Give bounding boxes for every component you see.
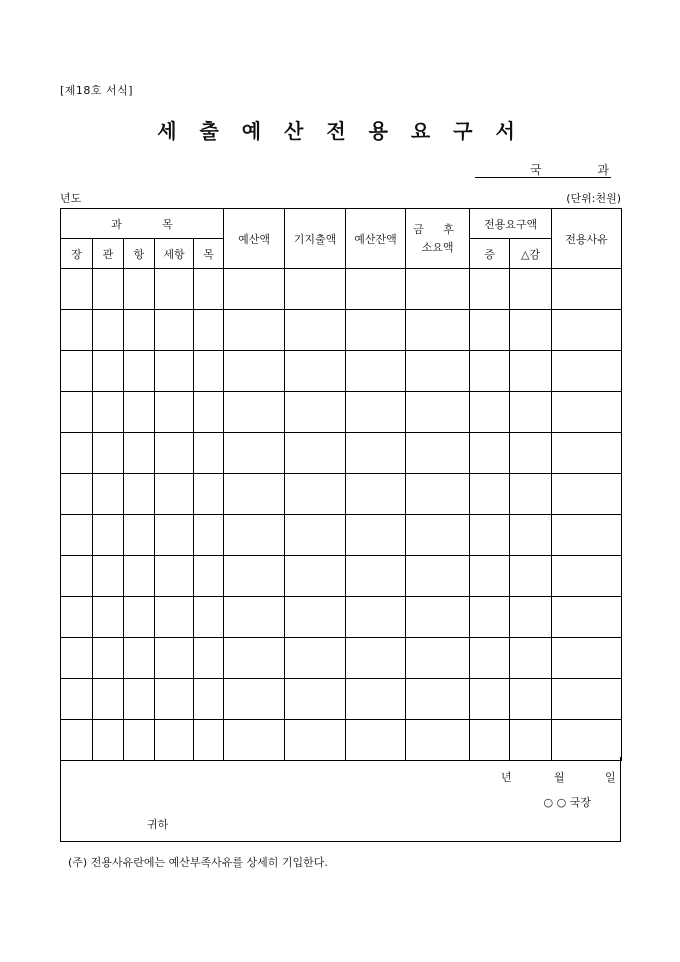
mok-cell[interactable] (194, 351, 224, 392)
required-cell[interactable] (406, 638, 470, 679)
executed-cell[interactable] (285, 433, 346, 474)
required-header-line2: 소요액 (421, 240, 454, 254)
classification-header-right: 목 (162, 217, 173, 231)
balance-cell[interactable] (346, 392, 406, 433)
gwan-cell[interactable] (93, 556, 124, 597)
fiscal-year-label: 년도 (60, 192, 82, 205)
mok-cell[interactable] (194, 392, 224, 433)
date-line (501, 769, 617, 783)
classification-header-left: 과 (111, 217, 122, 231)
table-row (61, 392, 622, 433)
reason-cell[interactable] (552, 351, 622, 392)
balance-cell[interactable] (346, 269, 406, 310)
balance-header: 예산잔액 (346, 209, 406, 269)
budget-cell[interactable] (224, 474, 285, 515)
jang-cell[interactable] (61, 474, 93, 515)
gwan-cell[interactable] (93, 351, 124, 392)
required-cell[interactable] (406, 310, 470, 351)
gwan-cell[interactable] (93, 638, 124, 679)
required-cell[interactable] (406, 597, 470, 638)
jang-cell[interactable] (61, 310, 93, 351)
required-header-line1: 금 후 (413, 222, 462, 236)
reason-cell[interactable] (552, 392, 622, 433)
gwan-cell[interactable] (93, 515, 124, 556)
increase-cell[interactable] (470, 556, 510, 597)
budget-cell[interactable] (224, 638, 285, 679)
decrease-cell[interactable] (510, 433, 552, 474)
classification-header (61, 209, 224, 239)
month-label: 월 (554, 771, 565, 784)
decrease-cell[interactable] (510, 392, 552, 433)
hang-cell[interactable] (124, 556, 155, 597)
mok-cell[interactable] (194, 720, 224, 761)
table-row (61, 556, 622, 597)
sehang-cell[interactable] (155, 597, 194, 638)
decrease-cell[interactable] (510, 556, 552, 597)
required-cell[interactable] (406, 679, 470, 720)
budget-header: 예산액 (224, 209, 285, 269)
reason-header: 전용사유 (552, 209, 622, 269)
jang-cell[interactable] (61, 679, 93, 720)
table-row (61, 474, 622, 515)
jang-cell[interactable] (61, 556, 93, 597)
gwan-header: 관 (93, 239, 124, 269)
executed-cell[interactable] (285, 474, 346, 515)
required-cell[interactable] (406, 392, 470, 433)
mok-cell[interactable] (194, 638, 224, 679)
footnote: (주) 전용사유란에는 예산부족사유를 상세히 기입한다. (68, 856, 328, 869)
reason-cell[interactable] (552, 474, 622, 515)
balance-cell[interactable] (346, 351, 406, 392)
department-line (475, 160, 611, 178)
mok-cell[interactable] (194, 310, 224, 351)
decrease-cell[interactable] (510, 474, 552, 515)
required-cell[interactable] (406, 351, 470, 392)
mok-cell[interactable] (194, 679, 224, 720)
hang-cell[interactable] (124, 351, 155, 392)
reason-cell[interactable] (552, 433, 622, 474)
executed-cell[interactable] (285, 556, 346, 597)
balance-cell[interactable] (346, 638, 406, 679)
executed-header: 기지출액 (285, 209, 346, 269)
sehang-cell[interactable] (155, 474, 194, 515)
table-row (61, 433, 622, 474)
increase-cell[interactable] (470, 515, 510, 556)
hang-cell[interactable] (124, 638, 155, 679)
increase-cell[interactable] (470, 433, 510, 474)
budget-cell[interactable] (224, 310, 285, 351)
budget-cell[interactable] (224, 597, 285, 638)
balance-cell[interactable] (346, 515, 406, 556)
mok-cell[interactable] (194, 556, 224, 597)
budget-cell[interactable] (224, 269, 285, 310)
increase-cell[interactable] (470, 720, 510, 761)
required-cell[interactable] (406, 556, 470, 597)
hang-cell[interactable] (124, 310, 155, 351)
table-row (61, 269, 622, 310)
executed-cell[interactable] (285, 597, 346, 638)
mok-cell[interactable] (194, 269, 224, 310)
jang-cell[interactable] (61, 392, 93, 433)
jang-cell[interactable] (61, 433, 93, 474)
day-label: 일 (605, 771, 616, 784)
transfer-request-header: 전용요구액 (470, 209, 552, 239)
decrease-cell[interactable] (510, 679, 552, 720)
gwan-cell[interactable] (93, 310, 124, 351)
executed-cell[interactable] (285, 720, 346, 761)
unit-note: (단위:천원) (566, 192, 621, 205)
division-label: 과 (597, 163, 609, 177)
budget-cell[interactable] (224, 556, 285, 597)
gwan-cell[interactable] (93, 474, 124, 515)
balance-cell[interactable] (346, 310, 406, 351)
mok-cell[interactable] (194, 515, 224, 556)
decrease-cell[interactable] (510, 515, 552, 556)
table-row (61, 679, 622, 720)
balance-cell[interactable] (346, 556, 406, 597)
required-cell[interactable] (406, 515, 470, 556)
executed-cell[interactable] (285, 310, 346, 351)
sehang-cell[interactable] (155, 638, 194, 679)
hang-cell[interactable] (124, 597, 155, 638)
balance-cell[interactable] (346, 720, 406, 761)
budget-cell[interactable] (224, 351, 285, 392)
budget-cell[interactable] (224, 679, 285, 720)
hang-header: 항 (124, 239, 155, 269)
increase-cell[interactable] (470, 597, 510, 638)
budget-cell[interactable] (224, 392, 285, 433)
sehang-cell[interactable] (155, 310, 194, 351)
reason-cell[interactable] (552, 310, 622, 351)
table-row (61, 310, 622, 351)
hang-cell[interactable] (124, 515, 155, 556)
sehang-cell[interactable] (155, 351, 194, 392)
signatory: ○ ○ 국장 (543, 796, 591, 809)
decrease-header: △감 (510, 239, 552, 269)
signature-box (60, 757, 621, 842)
table-row (61, 720, 622, 761)
table-row (61, 351, 622, 392)
budget-cell[interactable] (224, 433, 285, 474)
jang-cell[interactable] (61, 638, 93, 679)
budget-transfer-table (60, 208, 622, 761)
required-cell[interactable] (406, 433, 470, 474)
recipient-label: 귀하 (147, 818, 169, 831)
table-row (61, 638, 622, 679)
balance-cell[interactable] (346, 679, 406, 720)
sehang-cell[interactable] (155, 392, 194, 433)
reason-cell[interactable] (552, 720, 622, 761)
hang-cell[interactable] (124, 474, 155, 515)
sehang-cell[interactable] (155, 556, 194, 597)
sehang-cell[interactable] (155, 679, 194, 720)
reason-cell[interactable] (552, 269, 622, 310)
jang-cell[interactable] (61, 269, 93, 310)
sehang-cell[interactable] (155, 515, 194, 556)
hang-cell[interactable] (124, 720, 155, 761)
increase-cell[interactable] (470, 351, 510, 392)
budget-cell[interactable] (224, 515, 285, 556)
jang-cell[interactable] (61, 351, 93, 392)
mok-header: 목 (194, 239, 224, 269)
executed-cell[interactable] (285, 679, 346, 720)
mok-cell[interactable] (194, 433, 224, 474)
jang-cell[interactable] (61, 515, 93, 556)
reason-cell[interactable] (552, 638, 622, 679)
decrease-cell[interactable] (510, 597, 552, 638)
gwan-cell[interactable] (93, 269, 124, 310)
gwan-cell[interactable] (93, 720, 124, 761)
table-row (61, 515, 622, 556)
required-cell[interactable] (406, 720, 470, 761)
year-label: 년 (501, 771, 512, 784)
bureau-label: 국 (530, 163, 542, 177)
jang-cell[interactable] (61, 597, 93, 638)
executed-cell[interactable] (285, 351, 346, 392)
balance-cell[interactable] (346, 597, 406, 638)
budget-cell[interactable] (224, 720, 285, 761)
hang-cell[interactable] (124, 392, 155, 433)
decrease-cell[interactable] (510, 351, 552, 392)
form-number: [제18호 서식] (60, 84, 134, 97)
sehang-cell[interactable] (155, 720, 194, 761)
sehang-header: 세항 (155, 239, 194, 269)
required-cell[interactable] (406, 269, 470, 310)
reason-cell[interactable] (552, 679, 622, 720)
decrease-cell[interactable] (510, 269, 552, 310)
increase-cell[interactable] (470, 310, 510, 351)
balance-cell[interactable] (346, 433, 406, 474)
gwan-cell[interactable] (93, 679, 124, 720)
gwan-cell[interactable] (93, 597, 124, 638)
hang-cell[interactable] (124, 433, 155, 474)
executed-cell[interactable] (285, 638, 346, 679)
increase-header: 증 (470, 239, 510, 269)
hang-cell[interactable] (124, 679, 155, 720)
sehang-cell[interactable] (155, 269, 194, 310)
sehang-cell[interactable] (155, 433, 194, 474)
executed-cell[interactable] (285, 269, 346, 310)
increase-cell[interactable] (470, 679, 510, 720)
gwan-cell[interactable] (93, 433, 124, 474)
mok-cell[interactable] (194, 474, 224, 515)
decrease-cell[interactable] (510, 720, 552, 761)
decrease-cell[interactable] (510, 310, 552, 351)
reason-cell[interactable] (552, 597, 622, 638)
form-title: 세 출 예 산 전 용 요 구 서 (157, 119, 523, 143)
mok-cell[interactable] (194, 597, 224, 638)
executed-cell[interactable] (285, 392, 346, 433)
balance-cell[interactable] (346, 474, 406, 515)
increase-cell[interactable] (470, 638, 510, 679)
reason-cell[interactable] (552, 515, 622, 556)
required-cell[interactable] (406, 474, 470, 515)
jang-header: 장 (61, 239, 93, 269)
table-row (61, 597, 622, 638)
decrease-cell[interactable] (510, 638, 552, 679)
increase-cell[interactable] (470, 392, 510, 433)
hang-cell[interactable] (124, 269, 155, 310)
reason-cell[interactable] (552, 556, 622, 597)
required-header (406, 209, 470, 269)
increase-cell[interactable] (470, 269, 510, 310)
increase-cell[interactable] (470, 474, 510, 515)
jang-cell[interactable] (61, 720, 93, 761)
executed-cell[interactable] (285, 515, 346, 556)
gwan-cell[interactable] (93, 392, 124, 433)
